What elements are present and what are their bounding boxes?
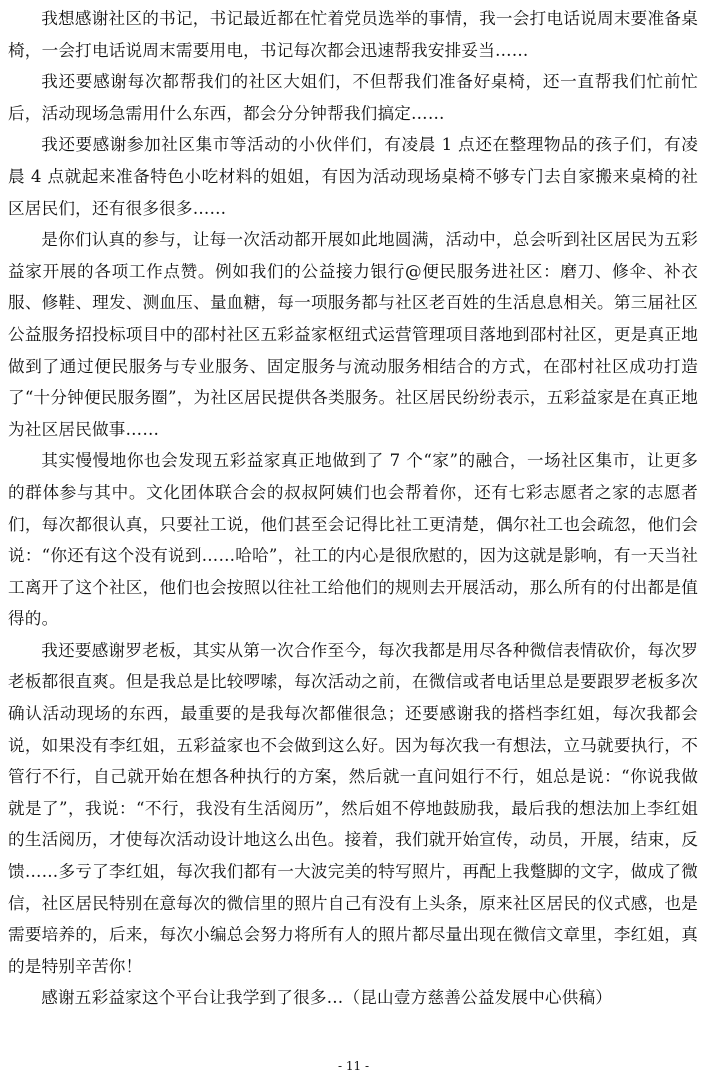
page-number: - 11 - (337, 1059, 369, 1073)
paragraph-thanks-participants: 我还要感谢参加社区集市等活动的小伙伴们，有凌晨 1 点还在整理物品的孩子们，有凌晨 4 点就起来准备特色小吃材料的姐姐，有因为活动现场桌椅不够专门去自家搬来桌椅的社区居民们，还有很多很多…… (8, 135, 698, 218)
paragraph-thanks-boss-and-partner: 我还要感谢罗老板，其实从第一次合作至今，每次我都是用尽各种微信表情砍价，每次罗老板都很直爽。但是我总是比较啰嗦，每次活动之前，在微信或者电话里总是要跟罗老板多次确认活动现场的东西，最重要的是我每次都催很急；还要感谢我的搭档李红姐，每次我都会说，如果没有李红姐，五彩益家也不会做到这么好。因为每次我一有想法，立马就要执行，不管行不行，自己就开始在想各种执行的方案，然后就一直问姐行不行，姐总是说：“你说我做就是了”，我说：“不行，我没有生活阅历”，然后姐不停地鼓励我，最后我的想法加上李红姐的生活阅历，才使每次活动设计地这么出色。接着，我们就开始宣传，动员，开展，结束，反馈……多亏了李红姐，每次我们都有一大波完美的特写照片，再配上我蹩脚的文字，做成了微信，社区居民特别在意每次的微信里的照片自己有没有上头条，原来社区居民的仪式感，也是需要培养的，后来，每次小编总会努力将所有人的照片都尽量出现在微信文章里，李红姐，真的是特别辛苦你！ (8, 640, 698, 976)
paragraph-thanks-secretary: 我想感谢社区的书记，书记最近都在忙着党员选举的事情，我一会打电话说周末要准备桌椅，一会打电话说周末需要用电，书记每次都会迅速帮我安排妥当…… (8, 9, 698, 60)
paragraph-closing: 感谢五彩益家这个平台让我学到了很多…（昆山壹方慈善公益发展中心供稿） (41, 988, 613, 1008)
paragraph-thanks-community-sisters: 我还要感谢每次都帮我们的社区大姐们，不但帮我们准备好桌椅，还一直帮我们忙前忙后，活动现场急需用什么东西，都会分分钟帮我们搞定…… (8, 72, 698, 123)
article-body (8, 3, 698, 1014)
paragraph-seven-homes: 其实慢慢地你也会发现五彩益家真正地做到了 7 个“家”的融合，一场社区集市，让更多的群体参与其中。文化团体联合会的叔叔阿姨们也会帮着你，还有七彩志愿者之家的志愿者们，每次都很认真，只要社工说，他们甚至会记得比社工更清楚，偶尔社工也会疏忽，他们会说：“你还有这个没有说到……哈哈”，社工的内心是很欣慰的，因为这就是影响，有一天当社工离开了这个社区，他们也会按照以往社工给他们的规则去开展活动，那么所有的付出都是值得的。 (8, 451, 698, 629)
paragraph-resident-praise: 是你们认真的参与，让每一次活动都开展如此地圆满，活动中，总会听到社区居民为五彩益家开展的各项工作点赞。例如我们的公益接力银行@便民服务进社区：磨刀、修伞、补衣服、修鞋、理发、测血压、量血糖，每一项服务都与社区老百姓的生活息息相关。第三届社区公益服务招投标项目中的邵村社区五彩益家枢纽式运营管理项目落地到邵村社区，更是真正地做到了通过便民服务与专业服务、固定服务与流动服务相结合的方式，在邵村社区成功打造了“十分钟便民服务圈”，为社区居民提供各类服务。社区居民纷纷表示，五彩益家是在真正地为社区居民做事…… (8, 230, 698, 439)
